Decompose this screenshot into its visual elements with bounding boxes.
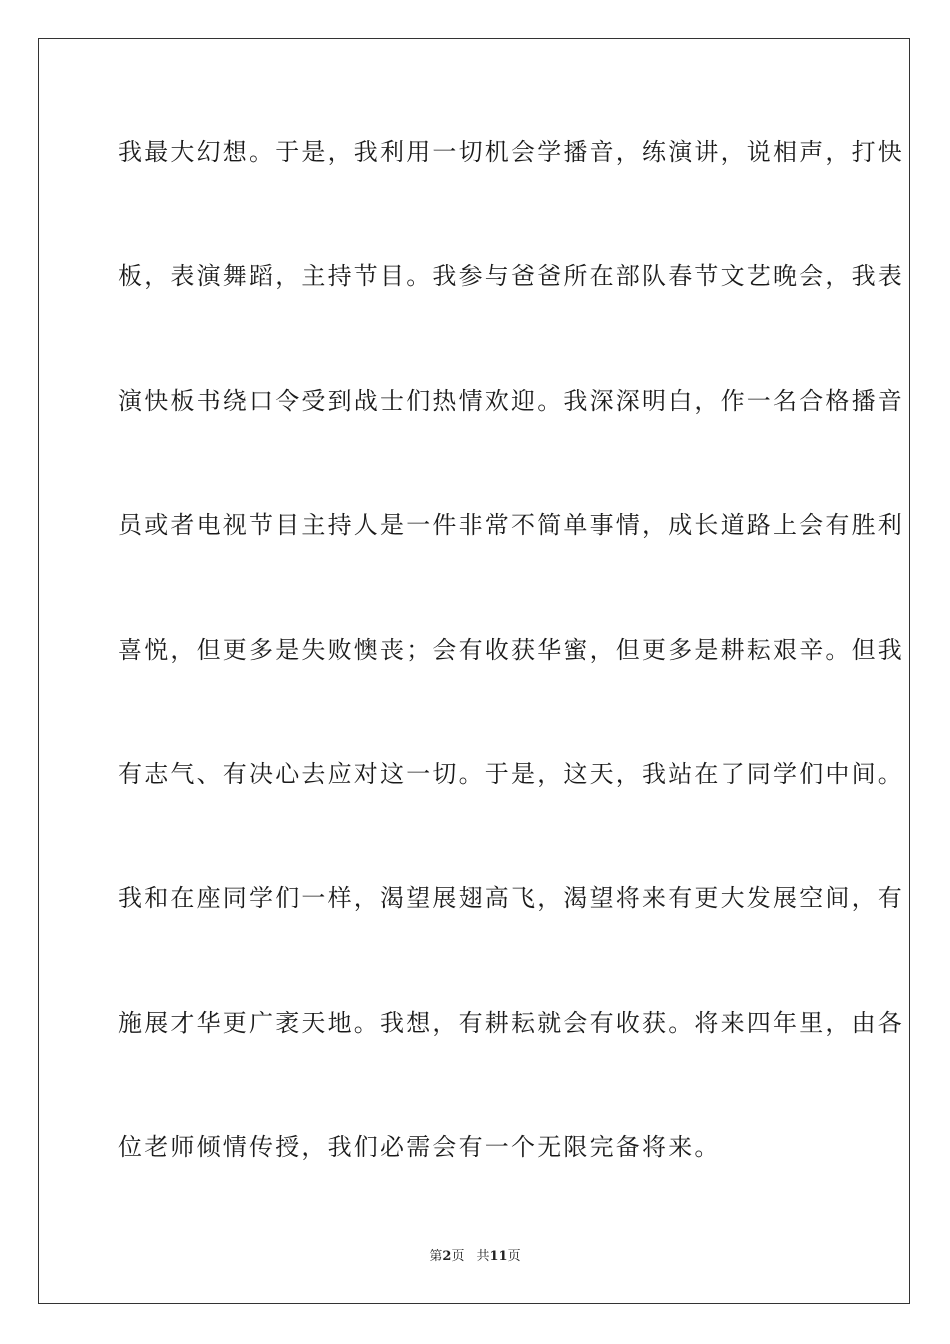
total-suffix: 页 <box>507 1249 521 1264</box>
text-line: 我最大幻想。于是，我利用一切机会学播音，练演讲，说相声，打快 <box>118 138 904 166</box>
text-line: 施展才华更广袤天地。我想，有耕耘就会有收获。将来四年里，由各 <box>118 1008 904 1037</box>
text-line: 员或者电视节目主持人是一件非常不简单事情，成长道路上会有胜利 <box>118 511 904 540</box>
document-body <box>118 127 904 1184</box>
text-line: 有志气、有决心去应对这一切。于是，这天，我站在了同学们中间。 <box>118 759 904 788</box>
text-line: 喜悦，但更多是失败懊丧；会有收获华蜜，但更多是耕耘艰辛。但我 <box>118 635 904 664</box>
total-pages: 11 <box>489 1249 508 1264</box>
page-number: 2 <box>442 1249 452 1264</box>
page-footer <box>0 1245 950 1264</box>
text-line: 演快板书绕口令受到战士们热情欢迎。我深深明白，作一名合格播音 <box>118 386 904 415</box>
text-line: 我和在座同学们一样，渴望展翅高飞，渴望将来有更大发展空间，有 <box>118 884 904 913</box>
total-prefix: 共 <box>476 1249 490 1264</box>
text-line: 板，表演舞蹈，主持节目。我参与爸爸所在部队春节文艺晚会，我表 <box>118 262 904 291</box>
page-suffix: 页 <box>451 1249 465 1264</box>
text-line: 位老师倾情传授，我们必需会有一个无限完备将来。 <box>118 1133 721 1161</box>
page-prefix: 第 <box>429 1249 443 1264</box>
